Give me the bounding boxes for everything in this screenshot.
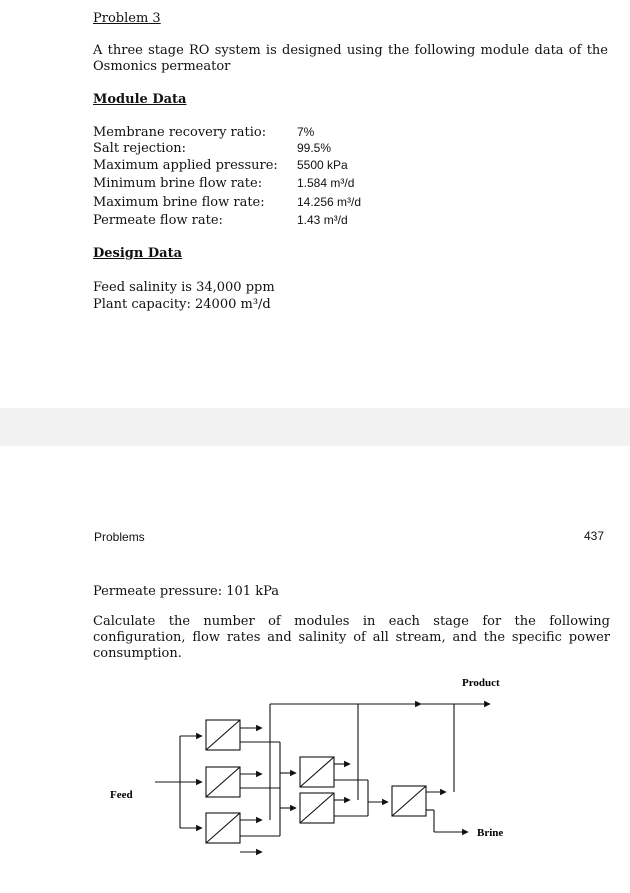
ro-module-membrane xyxy=(300,757,334,787)
intro-paragraph: A three stage RO system is designed using the following module data of the Osmonics permeator xyxy=(93,43,608,74)
module-data-heading: Module Data xyxy=(93,92,187,107)
product-label: Product xyxy=(462,677,500,689)
feed-label: Feed xyxy=(110,789,133,801)
module-row xyxy=(0,141,400,158)
module-row-value: 99.5% xyxy=(297,141,332,155)
question-paragraph: Calculate the number of modules in each stage for the following configuration, flow rates and salinity of all stream, and the specific power consumption. xyxy=(93,614,610,661)
module-row-value: 1.43 m³/d xyxy=(297,213,348,227)
ro-module-membrane xyxy=(206,767,240,797)
module-row-label: Permeate flow rate: xyxy=(93,213,223,228)
ro-module-membrane xyxy=(206,720,240,750)
module-row xyxy=(0,125,400,142)
module-row xyxy=(0,158,400,175)
module-row-value: 7% xyxy=(297,125,315,139)
module-row xyxy=(0,213,400,230)
problem-title: Problem 3 xyxy=(93,11,161,26)
module-row-label: Maximum brine flow rate: xyxy=(93,195,265,210)
module-row-label: Membrane recovery ratio: xyxy=(93,125,267,140)
design-data-heading: Design Data xyxy=(93,246,182,261)
page-number: 437 xyxy=(584,529,605,543)
module-row-value: 14.256 m³/d xyxy=(297,195,362,209)
ro-module-membrane xyxy=(392,786,426,816)
module-row xyxy=(0,195,400,212)
design-line: Feed salinity is 34,000 ppm xyxy=(93,280,275,295)
module-row-label: Salt rejection: xyxy=(93,141,187,156)
module-row-value: 1.584 m³/d xyxy=(297,176,355,190)
module-row-label: Minimum brine flow rate: xyxy=(93,176,263,191)
brine-label: Brine xyxy=(477,827,504,839)
page-2 xyxy=(0,446,630,893)
ro-module-membrane xyxy=(206,813,240,843)
module-row-value: 5500 kPa xyxy=(297,158,348,172)
running-head: Problems xyxy=(94,530,145,544)
page-1 xyxy=(0,0,630,408)
permeate-pressure: Permeate pressure: 101 kPa xyxy=(93,584,279,599)
ro-configuration-diagram xyxy=(0,446,630,893)
ro-module-membrane xyxy=(300,793,334,823)
design-line: Plant capacity: 24000 m³/d xyxy=(93,297,271,312)
module-row xyxy=(0,176,400,193)
module-row-label: Maximum applied pressure: xyxy=(93,158,278,173)
